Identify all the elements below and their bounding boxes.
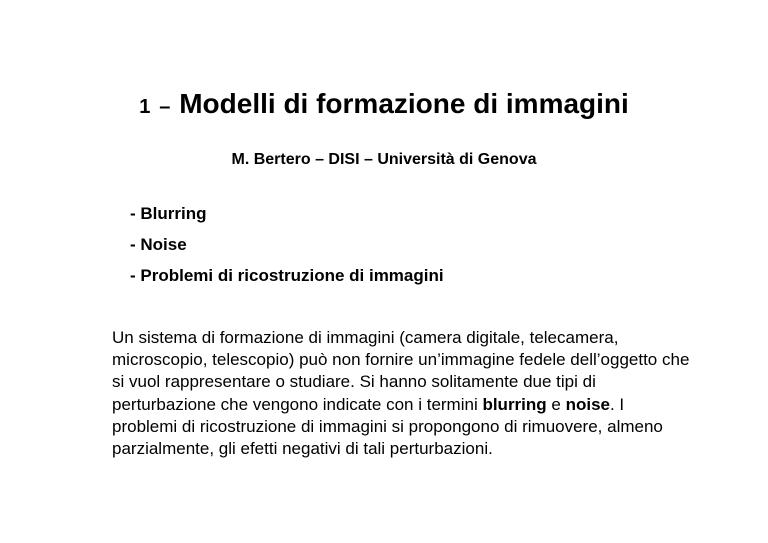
body-paragraph <box>112 327 692 460</box>
slide-title <box>0 84 768 121</box>
title-dash: – <box>159 96 171 118</box>
section-number: 1 <box>139 96 151 118</box>
paragraph-part-2: e <box>546 394 566 414</box>
paragraph-part-3: . I problemi di ricostruzione di immagini si propongono di rimuovere, almeno parzialmente, gli efetti negativi di tali perturbazioni. <box>112 394 663 459</box>
topic-item-noise: - Noise <box>130 235 187 254</box>
paragraph-part-1: Un sistema di formazione di immagini (camera digitale, telecamera, microscopio, telescopio) può non fornire un’immagine fedele dell’oggetto che si vuol rappresentare o studiare. Si hanno solitamente due tipi di perturbazione che vengono indicate con i termini <box>112 328 690 414</box>
topic-item-reconstruction: - Problemi di ricostruzione di immagini <box>130 266 444 285</box>
topic-item-blurring: - Blurring <box>130 204 207 223</box>
topic-list <box>130 202 444 295</box>
term-blurring: blurring <box>482 394 547 414</box>
term-noise: noise <box>565 394 610 414</box>
title-text: Modelli di formazione di immagini <box>179 88 629 119</box>
author-line: M. Bertero – DISI – Università di Genova <box>231 151 537 168</box>
